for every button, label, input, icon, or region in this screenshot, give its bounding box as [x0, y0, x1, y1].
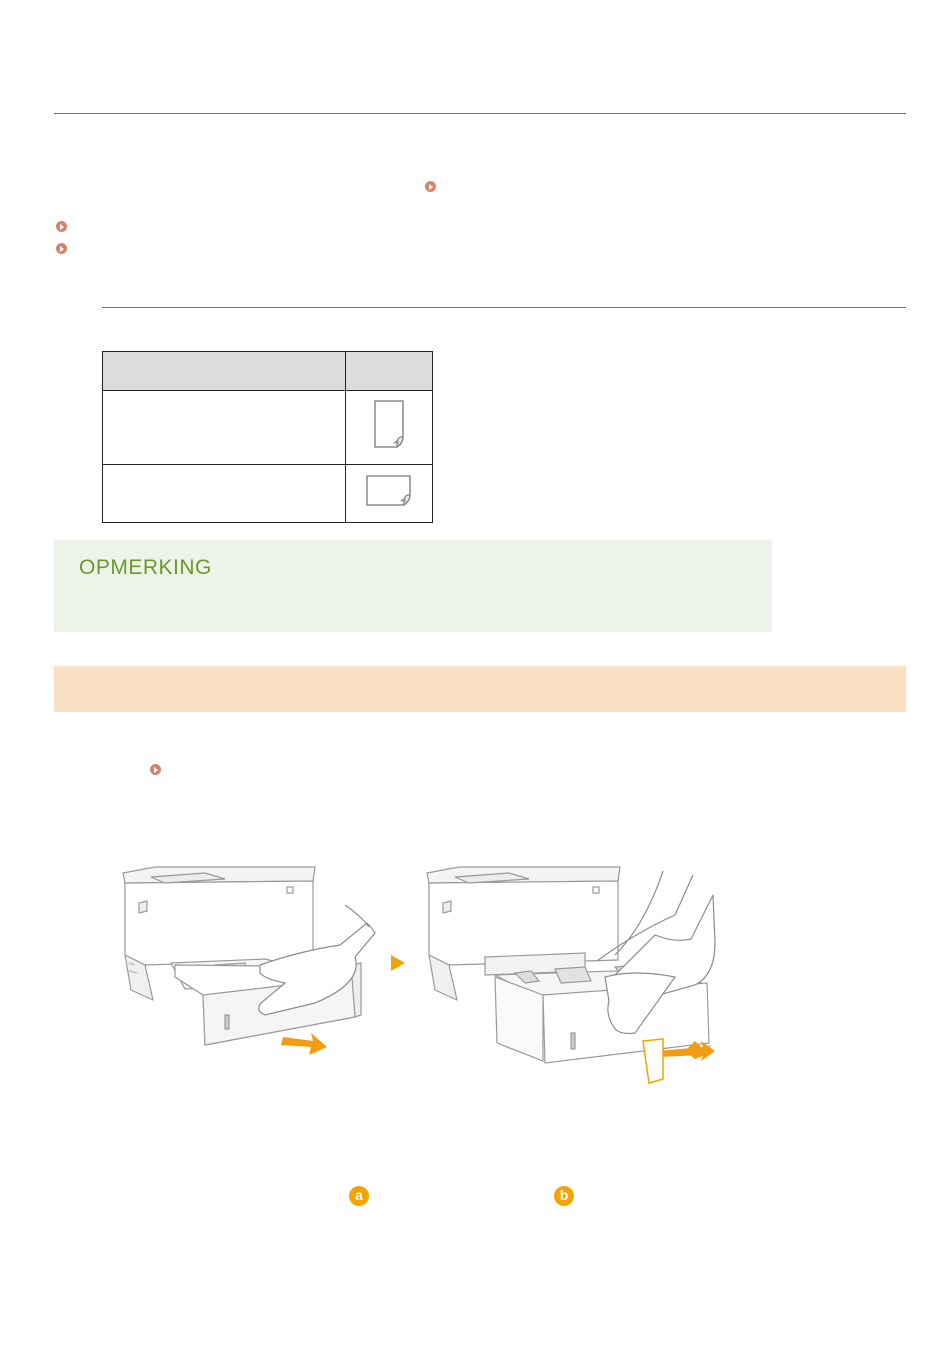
- subsection-rule: [102, 307, 906, 308]
- step-arrow-icon: [391, 955, 405, 971]
- table-header-cell: [346, 352, 433, 391]
- section-header-band: [54, 666, 906, 712]
- pull-arrow-left: [281, 1033, 327, 1055]
- paper-drawer-illustration: [115, 865, 725, 1090]
- link-arrow-icon[interactable]: [56, 221, 67, 232]
- table-cell: [103, 391, 346, 465]
- open-edge-marker: [643, 1039, 663, 1083]
- note-title: OPMERKING: [79, 556, 212, 579]
- paper-portrait-icon: [369, 399, 409, 451]
- table-header-row: [103, 352, 433, 391]
- heading-rule: [54, 113, 906, 114]
- paper-landscape-icon: [364, 473, 414, 509]
- table-header-cell: [103, 352, 346, 391]
- callout-badge-a: a: [349, 1186, 369, 1206]
- table-cell: [346, 391, 433, 465]
- table-cell: [346, 465, 433, 523]
- link-arrow-icon[interactable]: [425, 181, 436, 192]
- link-arrow-icon[interactable]: [56, 243, 67, 254]
- note-box: [54, 540, 772, 632]
- link-arrow-icon[interactable]: [150, 764, 161, 775]
- callout-badge-b: b: [554, 1186, 574, 1206]
- table-cell: [103, 465, 346, 523]
- table-row: [103, 465, 433, 523]
- paper-orientation-table: [102, 351, 433, 523]
- table-row: [103, 391, 433, 465]
